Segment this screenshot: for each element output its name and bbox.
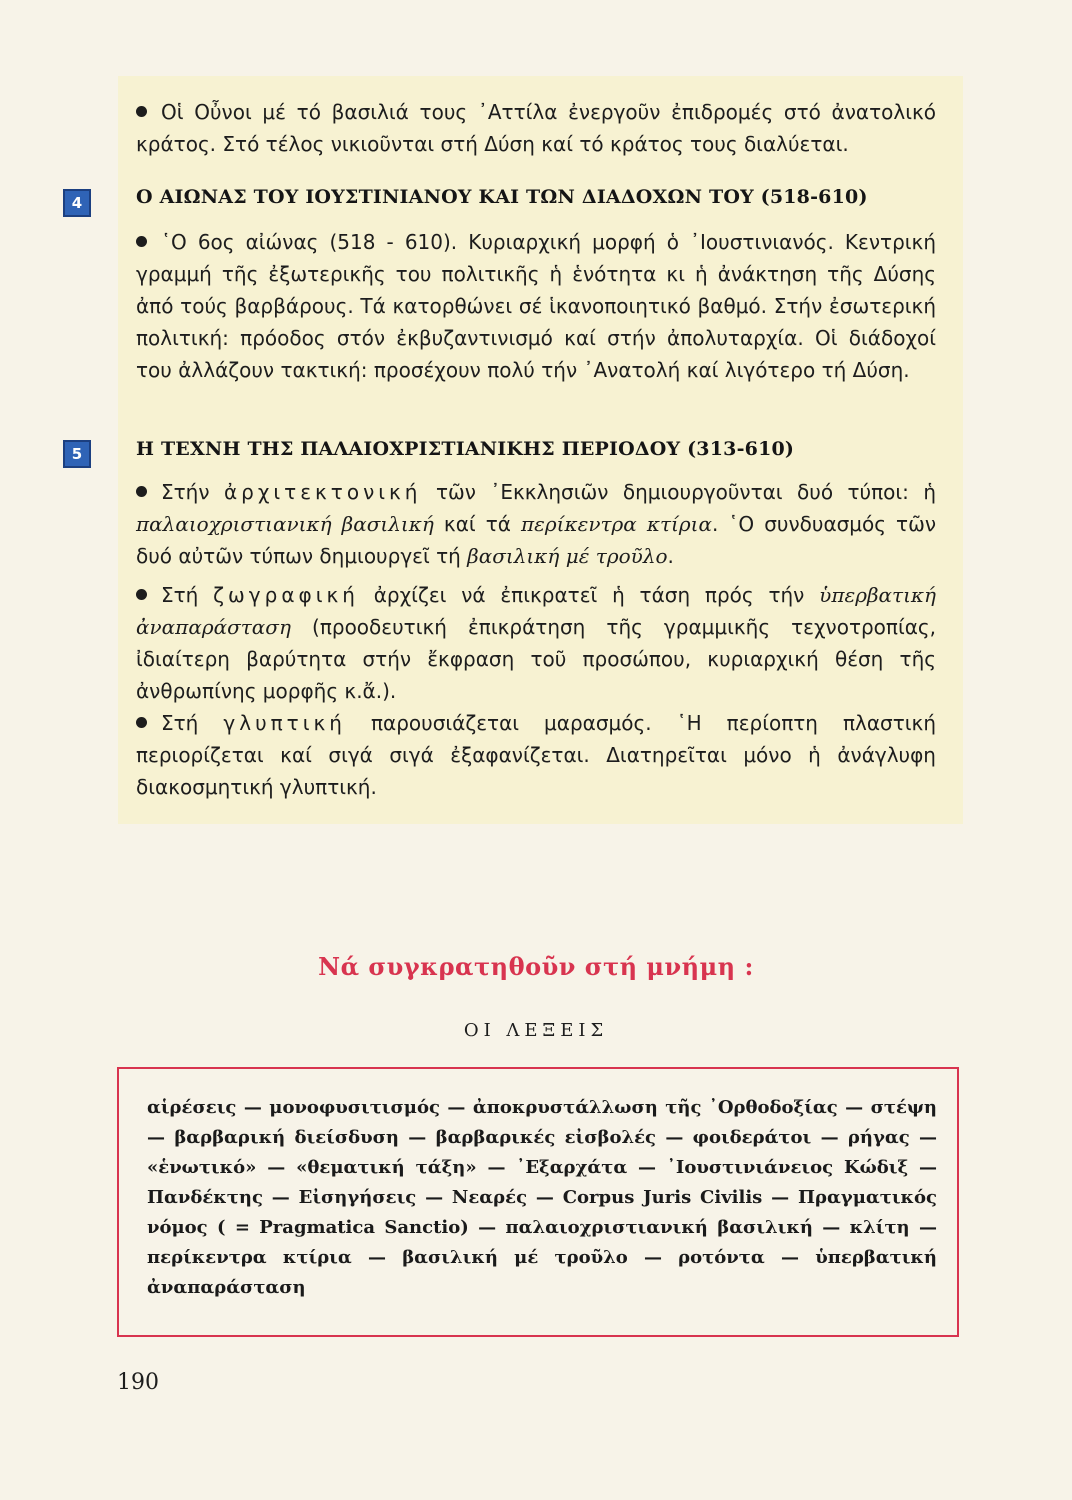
bullet-icon [136,717,147,728]
bullet-icon [136,486,147,497]
words-heading: ΟΙ ΛΕΞΕΙΣ [463,1020,609,1041]
section-number-badge: 5 [63,440,91,468]
section-heading: Η ΤΕΧΝΗ ΤΗΣ ΠΑΛΑΙΟΧΡΙΣΤΙΑΝΙΚΗΣ ΠΕΡΙΟΔΟΥ (313-610) [136,438,795,460]
term-centrally-planned-buildings: περίκεντρα κτίρια [521,512,712,536]
architecture-paragraph: Στήν ἀρχιτεκτονική τῶν ᾿Εκκλησιῶν δημιουργοῦνται δυό τύποι: ἡ παλαιοχριστιανική βασιλική καί τά περίκεντρα κτίρια. ῾Ο συνδυασμός τῶν δυό αὐτῶν τύπων δημιουργεῖ τή βασιλική μέ τροῦλο. [136,480,937,568]
bullet-icon [136,106,147,117]
section-heading: Ο ΑΙΩΝΑΣ ΤΟΥ ΙΟΥΣΤΙΝΙΑΝΟΥ ΚΑΙ ΤΩΝ ΔΙΑΔΟΧΩΝ ΤΟΥ (518-610) [136,186,868,208]
painting-paragraph: Στή ζωγραφική ἀρχίζει νά ἐπικρατεῖ ἡ τάση πρός τήν ὑπερβατική ἀναπαράσταση (προοδευτική ἐπικράτηση τῆς γραμμικῆς τεχνοτροπίας, ἰδιαίτερη βαρύτητα στήν ἔκφραση τοῦ προσώπου, κυριαρχική θέση τῆς ἀνθρωπίνης μορφῆς κ.ἄ.). [136,583,937,703]
term-domed-basilica: βασιλική μέ τροῦλο [467,544,668,568]
page-number: 190 [117,1370,159,1395]
key-words-box [117,1067,959,1337]
term-early-christian-basilica: παλαιοχριστιανική βασιλική [136,512,434,536]
term-transcendent-representation: ὑπερβατική ἀναπαράσταση [136,583,937,639]
key-words-list: αἱρέσεις — μονοφυσιτισμός — ἀποκρυστάλλωση τῆς ᾿Ορθοδοξίας — στέψη — βαρβαρική διείσδυση — βαρβαρικές εἰσβολές — φοιδεράτοι — ρήγας — «ἑνωτικό» — «θεματική τάξη» — ᾿Εξαρχάτα — ᾿Ιουστινιάνειος Κώδιξ — Πανδέκτης — Εἰσηγήσεις — Νεαρές — Corpus Juris Civilis — Πραγματικός νόμος ( = Pragmatica Sanctio) — παλαιοχριστιανική βασιλική — κλίτη — περίκεντρα κτίρια — βασιλική μέ τροῦλο — ροτόντα — ὑπερβατική ἀναπαράσταση [147,1097,937,1298]
bullet-icon [136,236,147,247]
bullet-icon [136,589,147,600]
keyword-sculpture: γλυπτική [223,711,346,735]
remember-title: Νά συγκρατηθοῦν στή μνήμη : [318,952,754,981]
section-number-badge: 4 [63,189,91,217]
top-paragraph: Οἱ Οὖνοι μέ τό βασιλιά τους ᾿Αττίλα ἐνεργοῦν ἐπιδρομές στό ἀνατολικό κράτος. Στό τέλος νικιοῦνται στή Δύση καί τό κράτος τους διαλύεται. [136,100,936,156]
keyword-architecture: ἀρχιτεκτονική [223,480,422,504]
sculpture-paragraph: Στή γλυπτική παρουσιάζεται μαρασμός. ῾Η περίοπτη πλαστική περιορίζεται καί σιγά σιγά ἐξαφανίζεται. Διατηρεῖται μόνο ἡ ἀνάγλυφη διακοσμητική γλυπτική. [136,711,937,799]
keyword-painting: ζωγραφική [213,583,359,607]
section-paragraph: ῾Ο 6ος αἰώνας (518 - 610). Κυριαρχική μορφή ὁ ᾿Ιουστινιανός. Κεντρική γραμμή τῆς ἐξωτερικῆς του πολιτικῆς ἡ ἑνότητα κι ἡ ἀνάκτηση τῆς Δύσης ἀπό τούς βαρβάρους. Τά κατορθώνει σέ ἱκανοποιητικό βαθμό. Στήν ἐσωτερική πολιτική: πρόοδος στόν ἐκβυζαντινισμό καί στήν ἀπολυταρχία. Οἱ διάδοχοί του ἀλλάζουν τακτική: προσέχουν πολύ τήν ᾿Ανατολή καί λιγότερο τή Δύση. [136,230,936,382]
